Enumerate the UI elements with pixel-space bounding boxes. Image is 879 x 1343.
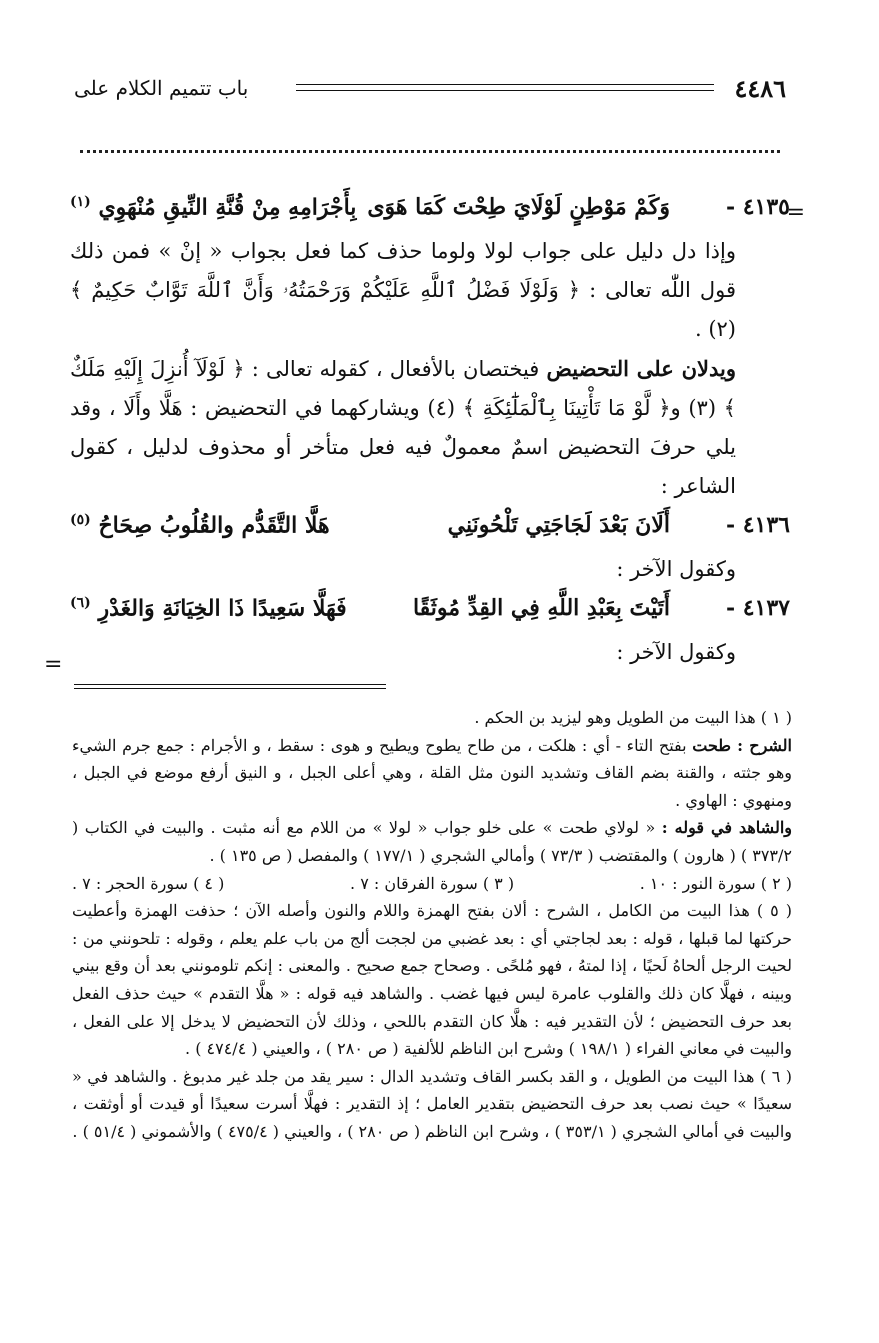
footnote-text: « لولاي طحت » على خلو جواب « لولا » من اللام مع أنه مثبت . والبيت في الكتاب ( ٣٧٣/٢ ) ( هارون ) والمقتضب ( ٧٣/٣ ) وأمالي الشجري ( ١٧٧/١ ) والمفصل ( ص ١٣٥ ) . xyxy=(72,818,792,865)
page-number: ٤٤٨٦ xyxy=(734,74,786,103)
verse-text: هَلَّا التَّقَدُّم والقُلُوبُ صِحَاحُ xyxy=(98,512,330,539)
verse-hemistich-first: أَتَيْتَ بِعَبْدِ اللَّهِ فِي القِدِّ مُوثَقًا xyxy=(412,595,670,621)
footnote-lead: الشرح : طحت xyxy=(692,735,792,755)
transition-line: وكقول الآخر : xyxy=(616,557,736,581)
verse-4135 xyxy=(70,188,790,232)
footnotes xyxy=(72,704,792,1146)
footnote-text: بفتح التاء - أي : هلكت ، من طاح يطوح ويطيح و هوى : سقط ، و الأجرام : جمع جرم الشيء وهو جثته ، والقنة بضم القاف وتشديد النون مثل القلة ، وهي أعلى الجبل ، و النيق أرفع موضع في الجبل ، ومنهوي : الهاوي . xyxy=(72,735,793,810)
footnote-1-sharh xyxy=(72,732,792,815)
paragraph-lead: ويدلان على التحضيض xyxy=(546,356,736,381)
footnote-separator xyxy=(74,684,386,689)
transition-line: وكقول الآخر : xyxy=(616,640,736,664)
footnote-1: ( ١ ) هذا البيت من الطويل وهو ليزيد بن الحكم . xyxy=(474,708,792,727)
footnote-references-row xyxy=(72,870,792,898)
verse-number: ٤١٣٦ - xyxy=(725,512,790,538)
verse-hemistich-second xyxy=(70,595,347,621)
footnote-5: ( ٥ ) هذا البيت من الكامل ، الشرح : ألان بفتح الهمزة واللام والنون وأصله الآن ؛ حذفت الهمزة وأعطيت حركتها لما قبلها ، قوله : بعد لجاجتي أي : بعد غضبي من لججت ألج من باب علم يعلم ، وقوله : تلحونني من : لحيت الرجل ألحاهُ لَحيًا ، إذا لمتهُ ، فهو مُلحًى . وصحاح جمع صحيح . والمعنى : إنكم تلومونني بعد أن وقع بيني وبينه ، فهلَّا كان ذلك والقلوب عامرة ليس فيها غضب . والشاهد فيه قوله : « هلَّا التقدم » حيث حذف الفعل بعد حرف التحضيض ؛ لأن التقدير فيه : هلَّا كان التقدم باللحي ، وذلك لأن التحضيض لا يدخل إلا على الفعل ، والبيت في معاني الفراء ( ١٩٨/١ ) وشرح ابن الناظم للألفية ( ص ٢٨٠ ) ، والعيني ( ٤٧٤/٤ ) . xyxy=(72,901,792,1059)
chapter-title: باب تتميم الكلام على xyxy=(74,76,249,100)
main-text xyxy=(70,188,790,672)
footnote-6: ( ٦ ) هذا البيت من الطويل ، و القد بكسر القاف وتشديد الدال : سير يقد من جلد غير مدبوغ . والشاهد في « سعيدًا » حيث نصب بعد حرف التحضيض بتقدير العامل ؛ إذ التقدير : فهلَّا أسرت سعيدًا أو قيدت أو أوثقت ، والبيت في أمالي الشجري ( ٣٥٣/١ ) ، وشرح ابن الناظم ( ص ٢٨٠ ) ، والعيني ( ٤٧٥/٤ ) والأشموني ( ٥١/٤ ) . xyxy=(72,1066,793,1141)
verse-hemistich-first: أَلَانَ بَعْدَ لَجَاجَتِي تَلْحُونَنِي xyxy=(447,512,670,538)
paragraph-text: فيختصان بالأفعال ، كقوله تعالى : ﴿ لَوْلَآ أُنزِلَ إِلَيْهِ مَلَكٌ ﴾ (٣) و﴿ لَّوْ مَا تَأْتِينَا بِٱلْمَلَٰٓئِكَةِ ﴾ (٤) ويشاركهما في التحضيض : هَلَّا وأَلَا ، وقد يلي حرفَ التحضيض اسمٌ معمولٌ فيه فعل متأخر أو محذوف لدليل ، كقول الشاعر : xyxy=(70,357,736,498)
verse-hemistich-second xyxy=(70,194,356,220)
verse-number: ٤١٣٧ - xyxy=(725,595,790,621)
verse-number: ٤١٣٥ - xyxy=(725,194,790,220)
footnote-ref: (٥) xyxy=(70,512,91,528)
page-header xyxy=(74,74,786,108)
footnote-2: ( ٢ ) سورة النور : ١٠ . xyxy=(639,873,792,893)
header-rule xyxy=(296,84,714,91)
verse-text: فَهَلَّا سَعِيدًا ذَا الخِيَانَةِ وَالغَدْرِ xyxy=(98,595,347,622)
dotted-separator xyxy=(80,150,780,153)
footnote-1-shahid xyxy=(72,814,792,869)
verse-4136 xyxy=(70,506,790,550)
verse-hemistich-first: وَكَمْ مَوْطِنٍ لَوْلَايَ طِحْتَ كَمَا هَوَى xyxy=(367,194,670,220)
paragraph-2 xyxy=(70,349,790,506)
verse-text: بِأَجْرَامِهِ مِنْ قُنَّةِ النِّيقِ مُنْهَوِي xyxy=(98,194,357,221)
footnote-ref: (٦) xyxy=(70,595,91,611)
continuation-marker-left: = xyxy=(44,652,63,677)
footnote-ref: (١) xyxy=(70,194,91,210)
continuation-marker-right: = xyxy=(786,200,805,225)
paragraph-1: وإذا دل دليل على جواب لولا ولوما حذف كما فعل بجواب « إنْ » فمن ذلك قول اللّٰه تعالى : ﴿ وَلَوْلَا فَضْلُ ٱللَّهِ عَلَيْكُمْ وَرَحْمَتُهُۥ وَأَنَّ ٱللَّهَ تَوَّابٌ حَكِيمٌ ﴾ (٢) . xyxy=(70,239,736,341)
footnote-3: ( ٣ ) سورة الفرقان : ٧ . xyxy=(350,873,515,893)
footnote-4: ( ٤ ) سورة الحجر : ٧ . xyxy=(72,873,225,893)
footnote-lead: والشاهد في قوله : xyxy=(661,818,792,838)
verse-4137 xyxy=(70,589,790,633)
verse-hemistich-second xyxy=(70,512,330,538)
